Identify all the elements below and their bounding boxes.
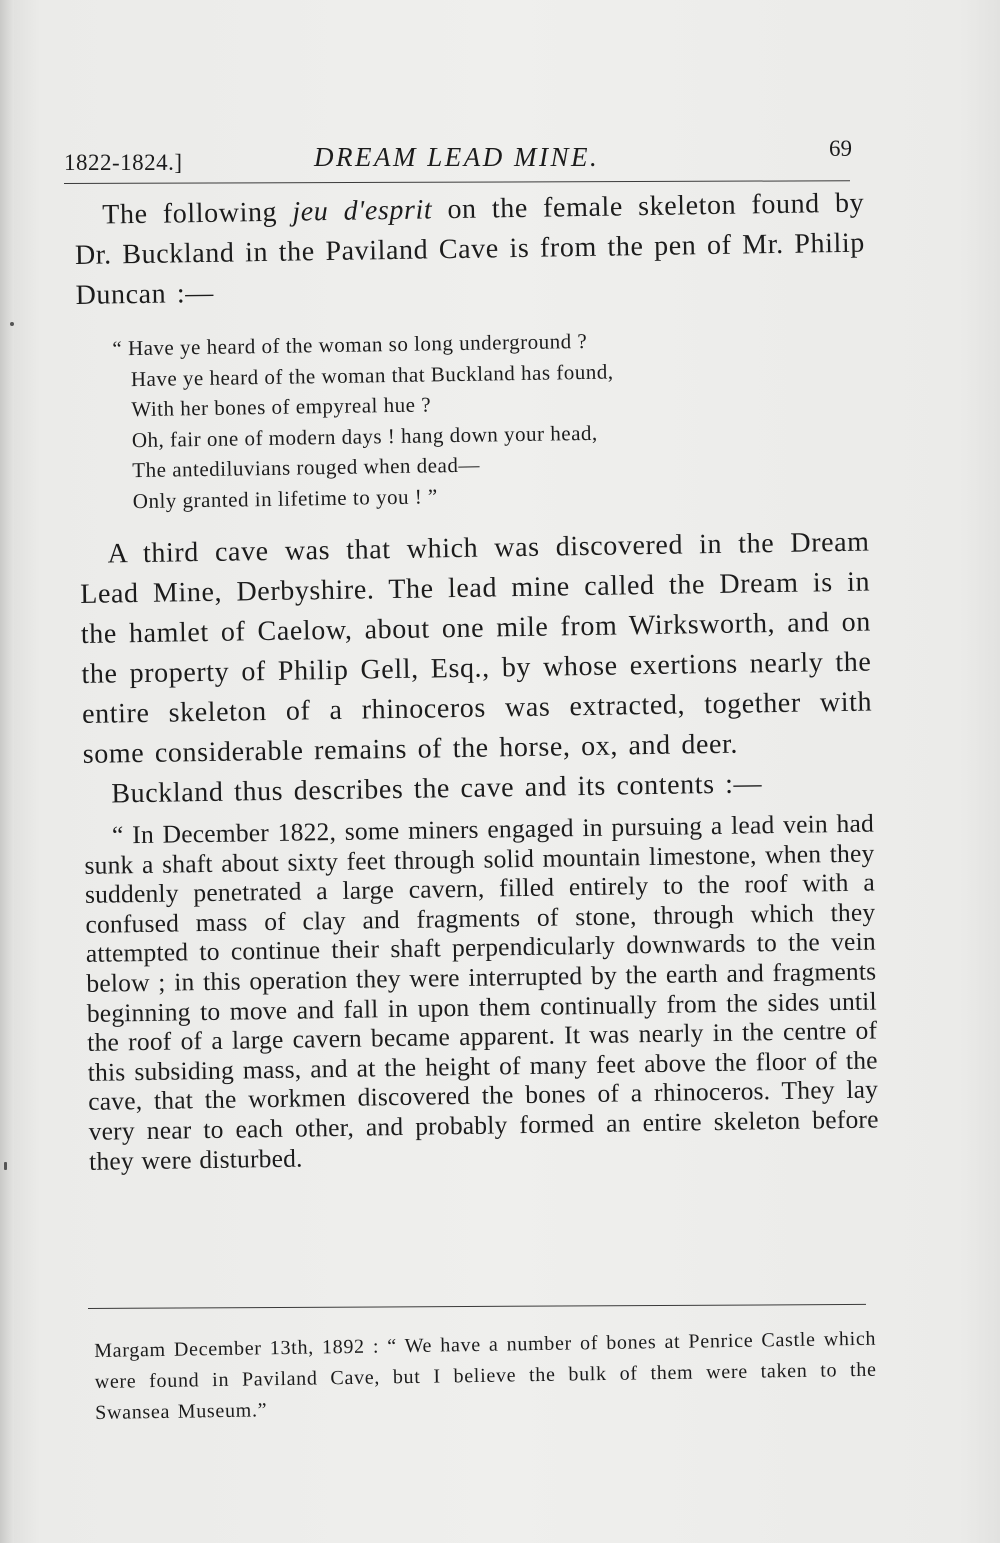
poem-line: “ Have ye heard of the woman so long underground ?	[112, 328, 588, 361]
header-title: DREAM LEAD MINE.	[314, 142, 600, 172]
poem-line: With her bones of empyreal hue ?	[131, 392, 432, 422]
body-paragraph: Buckland thus describes the cave and its contents :—	[111, 768, 763, 810]
margin-mark	[4, 1162, 7, 1170]
poem-line: Have ye heard of the woman that Buckland has found,	[130, 359, 614, 391]
main-text	[74, 184, 880, 1202]
intro-italic-phrase: jeu d'esprit	[292, 194, 433, 228]
poem	[112, 322, 869, 517]
header-dates: 1822-1824.]	[64, 150, 183, 175]
page-number: 69	[829, 136, 852, 161]
poem-line: Only granted in lifetime to you ! ”	[132, 483, 438, 513]
intro-paragraph	[74, 184, 866, 316]
header-rule	[64, 180, 850, 184]
margin-mark	[10, 322, 14, 326]
running-header	[64, 136, 854, 180]
footnote-rule	[88, 1304, 866, 1309]
body-paragraph: A third cave was that which was discovered in the Dream Lead Mine, Derbyshire. The lead mine called the Dream is in the hamlet of Caelow, about one mile from Wirksworth, and on the property of Philip Gell, Esq., by whose exertions nearly the entire skeleton of a rhinoceros was extracted, together with some considerable remains of the horse, ox, and deer.	[80, 526, 873, 770]
intro-text-before: The following	[102, 196, 293, 231]
footnote: Margam December 13th, 1892 : “ We have a number of bones at Penrice Castle which were found in Paviland Cave, but I believe the bulk of them were taken to the Swansea Museum.”	[94, 1327, 877, 1424]
poem-line: Oh, fair one of modern days ! hang down your head,	[131, 420, 598, 452]
page-gutter	[0, 0, 14, 1543]
block-quote: “ In December 1822, some miners engaged in pursuing a lead vein had sunk a shaft about sixty feet through solid mountain limestone, when they suddenly penetrated a large cavern, filled entirely to the roof with a confused mass of clay and fragments of stone, through which they attempted to continue their shaft perpendicularly downwards to the vein below ; in this operation they were interrupted by the earth and fragments beginning to move and fall in upon them continually from the sides until the roof of a large cavern became apparent. It was nearly in the centre of this subsiding mass, and at the height of many feet above the floor of the cave, that the workmen discovered the bones of a rhinoceros. They lay very near to each other, and probably formed an entire skeleton before they were disturbed.	[84, 808, 879, 1176]
poem-line: The antediluvians rouged when dead—	[132, 452, 481, 483]
intro-text-after: on the female skeleton found by Dr. Buckland in the Paviland Cave is from the pen of Mr. Philip Duncan :—	[74, 187, 866, 311]
